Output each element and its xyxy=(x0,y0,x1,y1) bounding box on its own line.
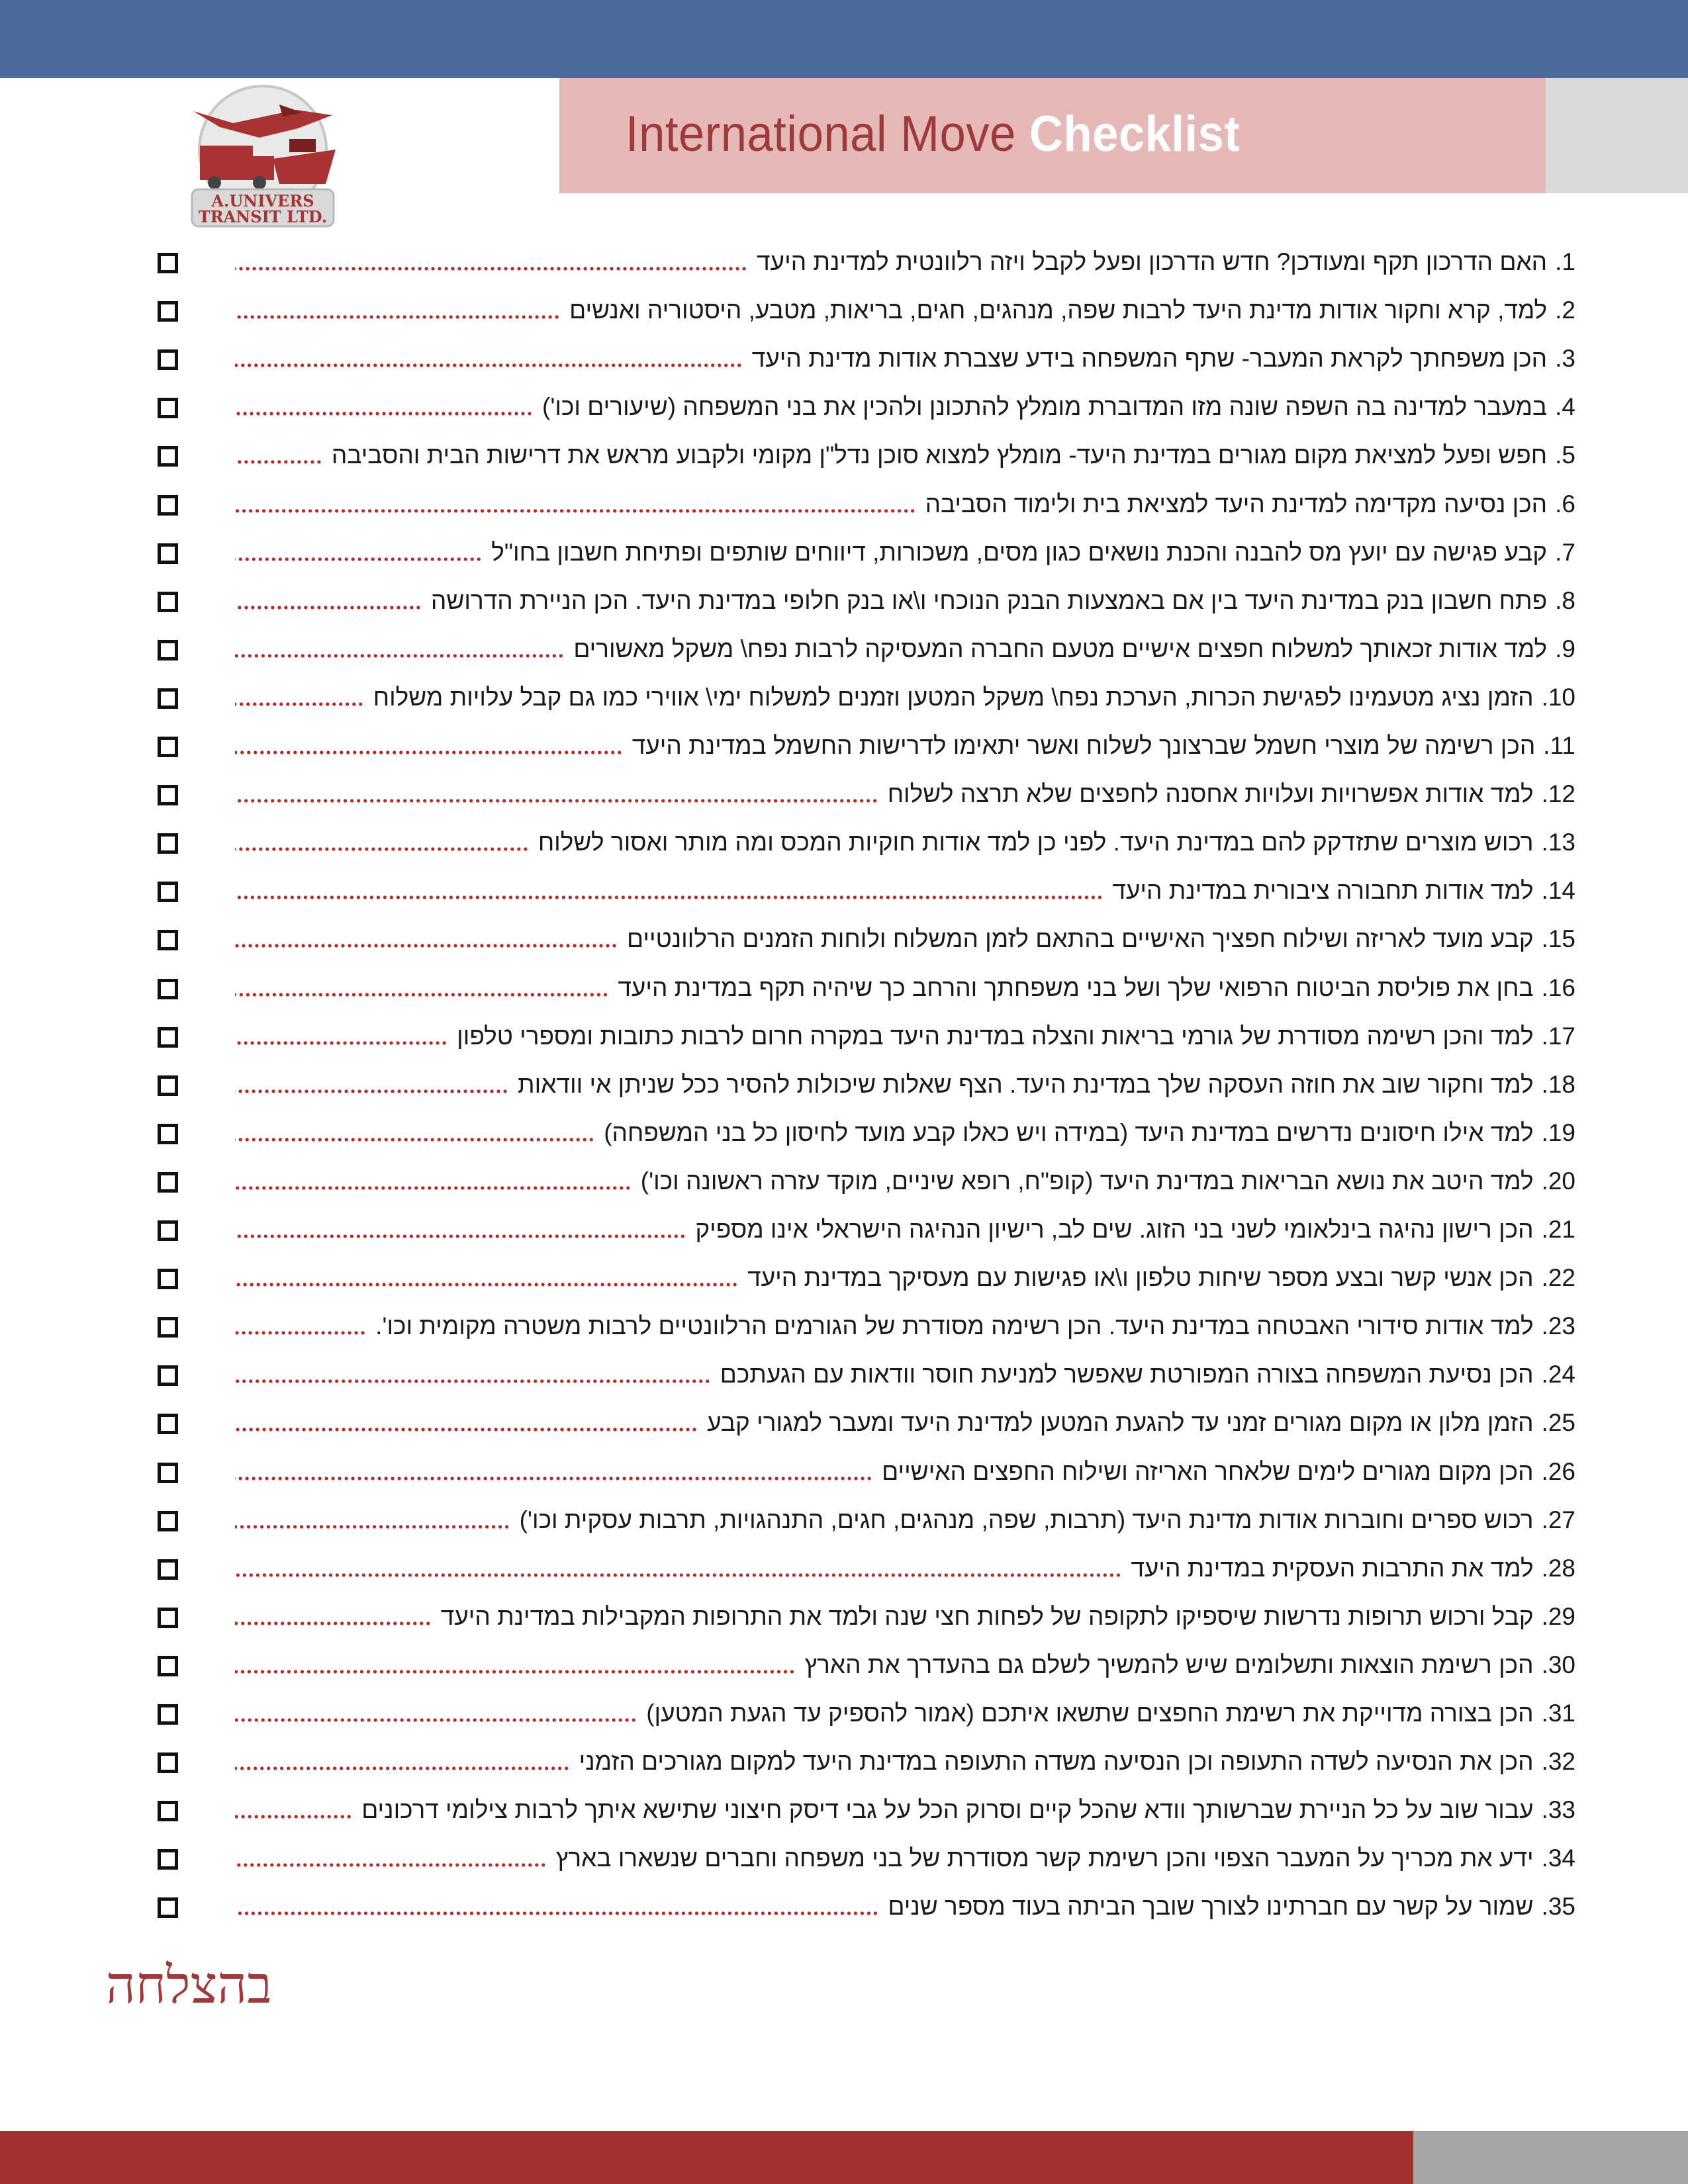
item-number: .7 xyxy=(1555,539,1575,566)
checkbox[interactable] xyxy=(158,301,178,322)
item-number: .30 xyxy=(1541,1651,1575,1678)
checklist-item-line xyxy=(235,1113,1575,1153)
checklist-item xyxy=(152,629,1575,669)
checklist-item xyxy=(152,774,1575,814)
checklist-item xyxy=(152,242,1575,282)
checkbox[interactable] xyxy=(158,1704,178,1725)
item-number: .3 xyxy=(1555,345,1575,372)
checklist-item xyxy=(152,1210,1575,1250)
dotted-leader xyxy=(235,895,1103,899)
item-text: רכוש ספרים וחוברות אודות מדינת היעד (תרבות, שפה, מנהגים, חגים, התנהגויות, תרבות עסקית וכו') xyxy=(519,1506,1534,1533)
dotted-leader xyxy=(235,509,916,513)
checkbox[interactable] xyxy=(158,1897,178,1918)
checkbox[interactable] xyxy=(158,349,178,370)
checkbox[interactable] xyxy=(158,1365,178,1386)
checklist-item-line xyxy=(235,1161,1575,1201)
item-number: .34 xyxy=(1541,1844,1575,1872)
dotted-leader xyxy=(235,1428,698,1432)
checklist-item xyxy=(152,1258,1575,1298)
item-text: בחן את פוליסת הביטוח הרפואי שלך ושל בני משפחתך והרחב כך שיהיה תקף במדינת היעד xyxy=(618,974,1534,1001)
checkbox[interactable] xyxy=(158,495,178,516)
dotted-leader xyxy=(235,460,322,464)
checkbox[interactable] xyxy=(158,1656,178,1676)
checklist-item xyxy=(152,1306,1575,1346)
item-text: הכן אנשי קשר ובצע מספר שיחות טלפון ו\או פגישות עם מעסיקך במדינת היעד xyxy=(747,1264,1534,1291)
checklist-item-line xyxy=(235,1403,1575,1443)
dotted-leader xyxy=(235,944,618,948)
checklist-item-line xyxy=(235,435,1575,475)
dotted-leader xyxy=(235,606,422,610)
checklist-item xyxy=(152,871,1575,911)
item-number: .18 xyxy=(1541,1071,1575,1098)
item-text: הכן משפחתך לקראת המעבר- שתף המשפחה בידע שצברת אודות מדינת היעד xyxy=(751,345,1548,372)
checklist-item xyxy=(152,1694,1575,1733)
item-number: .12 xyxy=(1541,780,1575,807)
dotted-leader xyxy=(235,315,560,319)
checklist-item-line xyxy=(235,919,1575,959)
item-number: .23 xyxy=(1541,1312,1575,1340)
checkbox[interactable] xyxy=(158,1027,178,1048)
item-text: קבל ורכוש תרופות נדרשות שיספיקו לתקופה של לפחות חצי שנה ולמד את התרופות המקבילות במדינת היעד xyxy=(440,1603,1534,1630)
checklist-item-line xyxy=(235,1790,1575,1830)
dotted-leader xyxy=(235,267,747,271)
checkbox[interactable] xyxy=(158,688,178,709)
item-number: .10 xyxy=(1541,684,1575,711)
item-number: .8 xyxy=(1555,587,1575,614)
dotted-leader xyxy=(235,1718,637,1722)
dotted-leader xyxy=(235,1525,510,1529)
item-number: .14 xyxy=(1541,877,1575,904)
checklist-item xyxy=(152,726,1575,766)
item-number: .16 xyxy=(1541,974,1575,1001)
dotted-leader xyxy=(235,1911,878,1915)
checkbox[interactable] xyxy=(158,543,178,564)
dotted-leader xyxy=(235,1138,594,1142)
item-text: הכן רישון נהיגה בינלאומי לשני בני הזוג. שים לב, רישיון הנהיגה הישראלי אינו מספיק xyxy=(695,1216,1534,1243)
checklist-item xyxy=(152,968,1575,1008)
dotted-leader xyxy=(235,1089,508,1093)
checklist-item xyxy=(152,919,1575,959)
item-text: עבור שוב על כל הניירת שברשותך וודא שהכל קיים וסרוק הכל על גבי דיסק חיצוני שתישא איתך לרבות צילומי דרכונים xyxy=(361,1796,1534,1823)
item-number: .29 xyxy=(1541,1603,1575,1630)
dotted-leader xyxy=(235,363,743,367)
checklist-item xyxy=(152,339,1575,379)
item-number: .17 xyxy=(1541,1023,1575,1050)
item-text: למד אילו חיסונים נדרשים במדינת היעד (במידה ויש כאלו קבע מועד לחיסון כל בני המשפחה) xyxy=(604,1119,1534,1146)
checkbox[interactable] xyxy=(158,1608,178,1628)
checklist-item-line xyxy=(235,291,1575,330)
checkbox[interactable] xyxy=(158,1269,178,1289)
checkbox[interactable] xyxy=(158,1511,178,1531)
checkbox[interactable] xyxy=(158,833,178,854)
dotted-leader xyxy=(235,1621,432,1625)
dotted-leader xyxy=(235,1041,447,1045)
checklist-item-line xyxy=(235,1017,1575,1056)
checklist-item-line xyxy=(235,1549,1575,1588)
checklist-item xyxy=(152,1017,1575,1056)
item-text: למד היטב את נושא הבריאות במדינת היעד (קופ"ח, רופא שיניים, מוקד עזרה ראשונה וכו') xyxy=(640,1167,1534,1195)
item-text: למד אודות אפשרויות ועלויות אחסנה לחפצים שלא תרצה לשלוח xyxy=(887,780,1534,807)
checkbox[interactable] xyxy=(158,1559,178,1580)
checklist-item-line xyxy=(235,968,1575,1008)
item-text: קבע מועד לאריזה ושילוח חפציך האישיים בהתאם לזמן המשלוח ולוחות הזמנים הרלוונטיים xyxy=(627,925,1534,952)
bottom-bar-red xyxy=(0,2131,1413,2184)
checklist-item xyxy=(152,1549,1575,1588)
checklist-item xyxy=(152,1597,1575,1637)
item-number: .22 xyxy=(1541,1264,1575,1291)
checkbox[interactable] xyxy=(158,1463,178,1483)
checkbox[interactable] xyxy=(158,1801,178,1821)
checkbox[interactable] xyxy=(158,640,178,660)
checklist-item xyxy=(152,1790,1575,1830)
checklist-item-line xyxy=(235,242,1575,282)
checkbox[interactable] xyxy=(158,253,178,273)
checklist-item-line xyxy=(235,726,1575,766)
checklist-item-line xyxy=(235,1210,1575,1250)
dotted-leader xyxy=(235,654,564,658)
item-number: .24 xyxy=(1541,1361,1575,1388)
checklist-item-line xyxy=(235,1500,1575,1540)
checkbox[interactable] xyxy=(158,1075,178,1096)
item-text: פתח חשבון בנק במדינת היעד בין אם באמצעות הבנק הנוכחי ו\או בנק חלופי במדינת היעד. הכן הניירת הדרושה xyxy=(430,587,1548,614)
checklist-item-line xyxy=(235,1258,1575,1298)
item-text: במעבר למדינה בה השפה שונה מזו המדוברת מומלץ להתכונן ולהכין את בני המשפחה (שיעורים וכו') xyxy=(542,393,1548,420)
checkbox[interactable] xyxy=(158,1124,178,1144)
checklist-item xyxy=(152,1452,1575,1492)
dotted-leader xyxy=(235,1573,1121,1577)
checklist-item-line xyxy=(235,774,1575,814)
checklist-item-line xyxy=(235,1645,1575,1685)
dotted-leader xyxy=(235,1186,632,1190)
checklist-item-line xyxy=(235,533,1575,572)
item-number: .9 xyxy=(1555,635,1575,662)
checklist-item xyxy=(152,291,1575,330)
title-part-1: International Move xyxy=(626,106,1029,162)
dotted-leader xyxy=(235,1863,547,1867)
item-text: הכן בצורה מדוייקת את רשימת החפצים שתשאו איתכם (אמור להספיק עד הגעת המטען) xyxy=(646,1700,1534,1727)
logo-line-2: TRANSIT LTD. xyxy=(198,207,328,226)
item-number: .19 xyxy=(1541,1119,1575,1146)
checklist-item xyxy=(152,435,1575,475)
dotted-leader xyxy=(235,993,608,997)
checklist-item xyxy=(152,1403,1575,1443)
checklist-item-line xyxy=(235,678,1575,717)
checklist-item xyxy=(152,1500,1575,1540)
item-text: חפש ופעל למציאת מקום מגורים במדינת היעד- מומלץ למצוא סוכן נדל"ן מקומי ולקבוע מראש את דרישות הבית והסביבה xyxy=(331,441,1548,469)
checklist-item-line xyxy=(235,339,1575,379)
item-number: .35 xyxy=(1541,1893,1575,1920)
checkbox[interactable] xyxy=(158,1849,178,1870)
item-number: .21 xyxy=(1541,1216,1575,1243)
item-text: למד אודות סידורי האבטחה במדינת היעד. הכן רשימה מסודרת של הגורמים הרלוונטיים לרבות משטרה מקומית וכו'. xyxy=(375,1312,1534,1340)
item-text: למד וחקור שוב את חוזה העסקה שלך במדינת היעד. הצף שאלות שיכולות להסיר ככל שניתן אי וודאות xyxy=(518,1071,1534,1098)
checkbox[interactable] xyxy=(158,398,178,418)
item-text: הכן את הנסיעה לשדה התעופה וכן הנסיעה משדה התעופה במדינת היעד למקום מגורכים הזמני xyxy=(579,1748,1534,1775)
checklist-item xyxy=(152,581,1575,621)
item-number: .1 xyxy=(1555,248,1575,275)
dotted-leader xyxy=(235,1379,711,1383)
dotted-leader xyxy=(235,702,364,706)
checkbox[interactable] xyxy=(158,979,178,999)
dotted-leader xyxy=(235,751,623,754)
checklist-item xyxy=(152,823,1575,862)
checklist-item-line xyxy=(235,1065,1575,1105)
logo-line-1: A.UNIVERS xyxy=(211,191,314,210)
item-text: שמור על קשר עם חברתינו לצורך שובך הביתה בעוד מספר שנים xyxy=(888,1893,1534,1920)
item-number: .25 xyxy=(1541,1409,1575,1436)
dotted-leader xyxy=(235,557,482,561)
checklist-item xyxy=(152,1065,1575,1105)
item-text: הכן מקום מגורים לימים שלאחר האריזה ושילוח החפצים האישיים xyxy=(882,1458,1534,1485)
item-number: .33 xyxy=(1541,1796,1575,1823)
checklist-item xyxy=(152,1161,1575,1201)
checklist-item xyxy=(152,1839,1575,1878)
item-text: ידע את מכריך על המעבר הצפוי והכן רשימת קשר מסודרת של בני משפחה וחברים שנשארו בארץ xyxy=(555,1844,1534,1872)
item-number: .32 xyxy=(1541,1748,1575,1775)
checklist-item-line xyxy=(235,1306,1575,1346)
checklist-item xyxy=(152,678,1575,717)
checklist-item xyxy=(152,1887,1575,1927)
dotted-leader xyxy=(235,1331,366,1335)
item-text: למד, קרא וחקור אודות מדינת היעד לרבות שפה, מנהגים, חגים, בריאות, מטבע, היסטוריה ואנשים xyxy=(569,296,1548,324)
item-number: .6 xyxy=(1555,490,1575,518)
checklist-item-line xyxy=(235,823,1575,862)
item-number: .31 xyxy=(1541,1700,1575,1727)
item-number: .27 xyxy=(1541,1506,1575,1533)
checklist-item-line xyxy=(235,1742,1575,1782)
item-number: .20 xyxy=(1541,1167,1575,1195)
checklist-item-line xyxy=(235,581,1575,621)
item-number: .28 xyxy=(1541,1555,1575,1582)
checkbox[interactable] xyxy=(158,785,178,805)
item-text: למד אודות זכאותך למשלוח חפצים אישיים מטעם החברה המעסיקה לרבות נפח\ משקל מאשורים xyxy=(573,635,1548,662)
dotted-leader xyxy=(235,847,529,851)
checkbox[interactable] xyxy=(158,592,178,612)
dotted-leader xyxy=(235,1234,686,1238)
item-number: .15 xyxy=(1541,925,1575,952)
item-number: .13 xyxy=(1541,829,1575,856)
checklist-item-line xyxy=(235,1887,1575,1927)
checklist-item xyxy=(152,1645,1575,1685)
checklist-item-line xyxy=(235,387,1575,427)
item-text: הכן רשימת הוצאות ותשלומים שיש להמשיך לשלם גם בהעדרך את הארץ xyxy=(804,1651,1534,1678)
checkbox[interactable] xyxy=(158,1172,178,1193)
item-text: קבע פגישה עם יועץ מס להבנה והכנת נושאים כגון מסים, משכורות, דיווחים שותפים ופתיחת חשבון בחו"ל xyxy=(491,539,1548,566)
dotted-leader xyxy=(235,1766,570,1770)
dotted-leader xyxy=(235,1477,872,1480)
item-text: האם הדרכון תקף ומעודכן? חדש הדרכון ופעל לקבל ויזה רלוונטית למדינת היעד xyxy=(757,248,1548,275)
checklist-item xyxy=(152,387,1575,427)
checklist-item-line xyxy=(235,1597,1575,1637)
item-number: .11 xyxy=(1543,732,1575,759)
item-number: .5 xyxy=(1555,441,1575,469)
dotted-leader xyxy=(235,1670,795,1674)
checkbox[interactable] xyxy=(158,1414,178,1434)
checklist-item xyxy=(152,1355,1575,1394)
item-number: .26 xyxy=(1541,1458,1575,1485)
checklist-item-line xyxy=(235,1452,1575,1492)
item-text: למד והכן רשימה מסודרת של גורמי בריאות והצלה במדינת היעד במקרה חרום לרבות כתובות ומספרי טלפון xyxy=(457,1023,1534,1050)
dotted-leader xyxy=(235,799,878,803)
checklist-item xyxy=(152,1113,1575,1153)
item-text: הזמן מלון או מקום מגורים זמני עד להגעת המטען למדינת היעד ומעבר למגורי קבע xyxy=(707,1409,1534,1436)
dotted-leader xyxy=(235,412,533,416)
checkbox[interactable] xyxy=(158,1752,178,1773)
checkbox[interactable] xyxy=(158,930,178,950)
checkbox[interactable] xyxy=(158,882,178,902)
checklist-item xyxy=(152,1742,1575,1782)
item-text: למד את התרבות העסקית במדינת היעד xyxy=(1131,1555,1534,1582)
item-text: הכן נסיעת המשפחה בצורה המפורטת שאפשר למניעת חוסר וודאות עם הגעתכם xyxy=(720,1361,1534,1388)
item-text: הכן נסיעה מקדימה למדינת היעד למציאת בית ולימוד הסביבה xyxy=(925,490,1548,518)
title-part-2: Checklist xyxy=(1029,106,1241,162)
checklist-item-line xyxy=(235,484,1575,524)
checklist-item xyxy=(152,533,1575,572)
item-text: רכוש מוצרים שתזדקק להם במדינת היעד. לפני כן למד אודות חוקיות המכס ומה מותר ואסור לשלוח xyxy=(538,829,1534,856)
good-luck-signoff: בהצלחה xyxy=(106,1956,272,2015)
checklist-item-line xyxy=(235,1355,1575,1394)
checklist-item-line xyxy=(235,871,1575,911)
checkbox[interactable] xyxy=(158,1317,178,1338)
dotted-leader xyxy=(235,1815,352,1819)
item-number: .2 xyxy=(1555,296,1575,324)
checkbox[interactable] xyxy=(158,446,178,467)
item-text: הזמן נציג מטעמינו לפגישת הכרות, הערכת נפח\ משקל המטען וזמנים למשלוח ימי\ אווירי כמו גם קבל עלויות משלוח xyxy=(373,684,1534,711)
checkbox[interactable] xyxy=(158,737,178,757)
checklist-item-line xyxy=(235,1694,1575,1733)
item-text: הכן רשימה של מוצרי חשמל שברצונך לשלוח ואשר יתאימו לדרישות החשמל במדינת היעד xyxy=(632,732,1536,759)
dotted-leader xyxy=(235,1283,738,1287)
item-number: .4 xyxy=(1555,393,1575,420)
item-text: למד אודות תחבורה ציבורית במדינת היעד xyxy=(1112,877,1534,904)
checklist-item-line xyxy=(235,1839,1575,1878)
bottom-bar-gray xyxy=(1413,2131,1688,2184)
checklist-item xyxy=(152,484,1575,524)
checklist-item-line xyxy=(235,629,1575,669)
checkbox[interactable] xyxy=(158,1220,178,1241)
